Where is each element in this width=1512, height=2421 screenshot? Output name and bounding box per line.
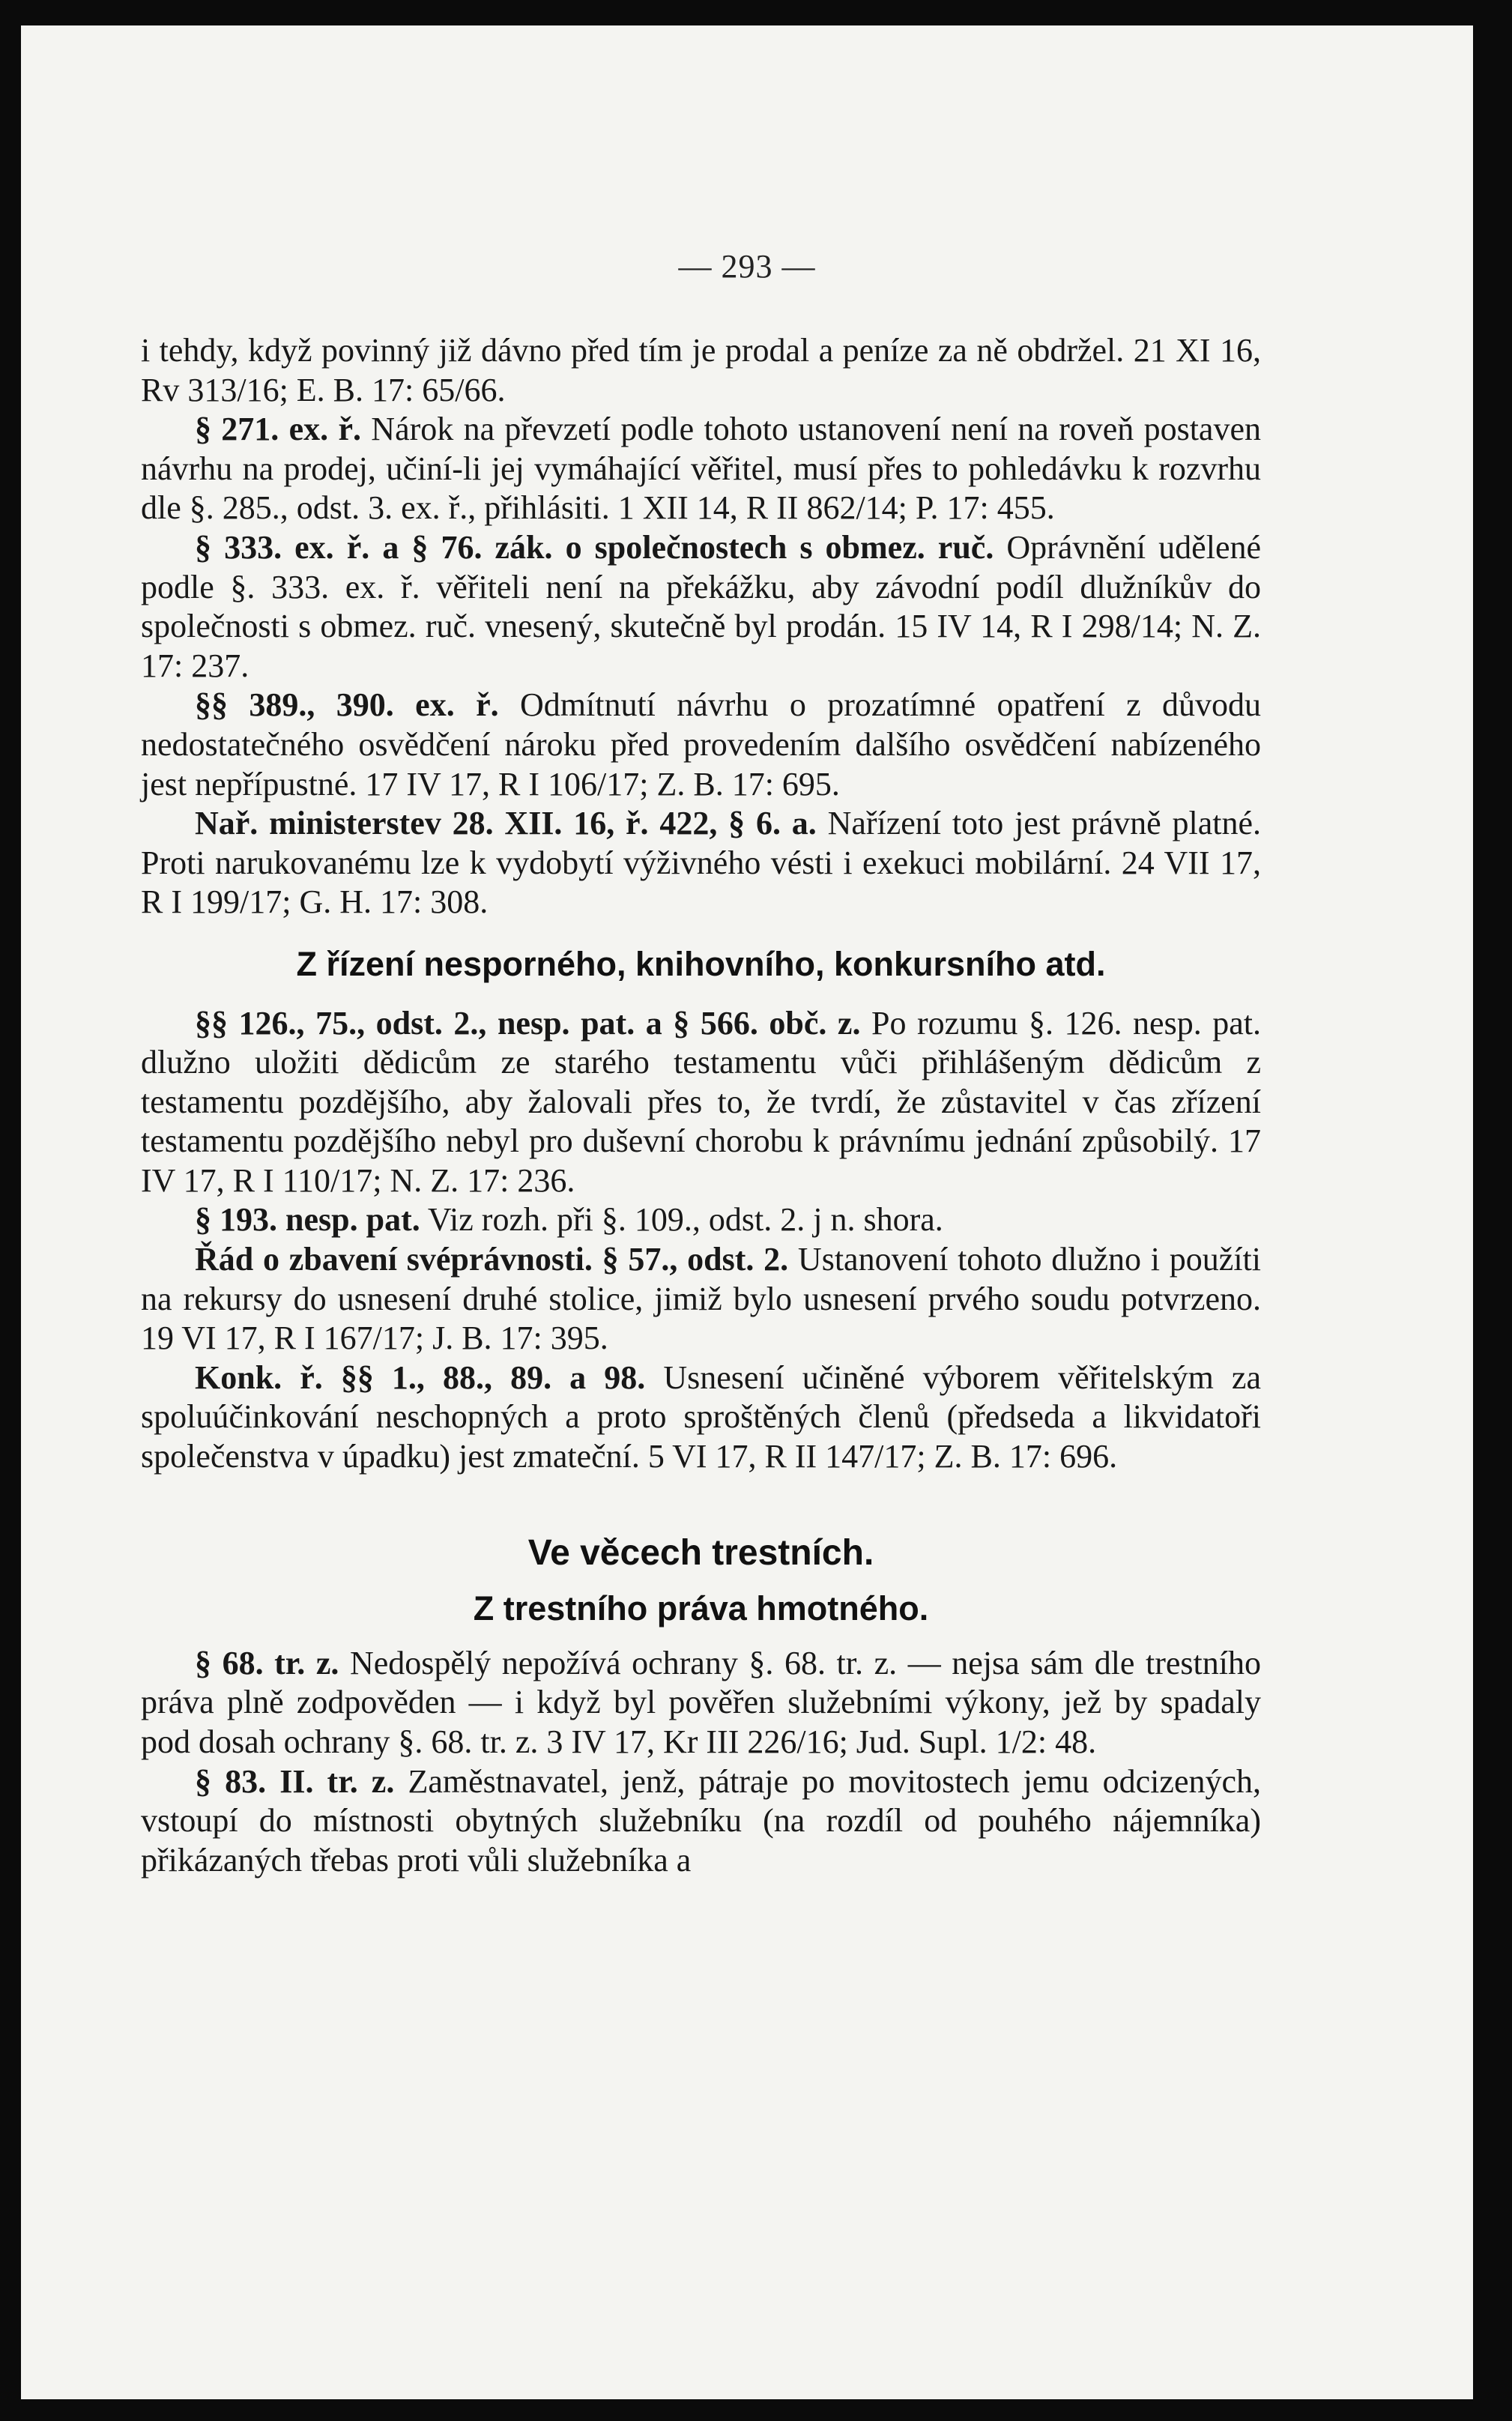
paragraph-rad-o-zbaveni <box>141 1240 1261 1358</box>
paragraph-text: Ustanovení tohoto dlužno i použíti na rekursy do usnesení druhé stolice, jimiž bylo usnesení prvého soudu potvrzeno. 19 VI 17, R I 167/17; J. B. 17: 395. <box>141 1241 1261 1357</box>
section-reference: §§ 389., 390. ex. ř. <box>195 686 499 724</box>
subsection-heading-hmotne: Z trestního práva hmotného. <box>473 1589 929 1628</box>
page-number: — 293 — <box>678 248 816 285</box>
paragraph-text: Nárok na převzetí podle tohoto ustanovení není na roveň postaven návrhu na prodej, učiní-li jej vymáhající věřitel, musí přes to pohledávku k rozvrhu dle §. 285., odst. 3. ex. ř., přihlásiti. 1 XII 14, R II 862/14; P. 17: 455. <box>141 411 1261 527</box>
paragraph-nar-ministerstev <box>141 804 1261 922</box>
paragraph-271-ex-r <box>141 410 1261 528</box>
paragraph-389-390-ex-r <box>141 686 1261 804</box>
paragraph-333-ex-r <box>141 528 1261 686</box>
paragraph-83-tr-z <box>141 1762 1261 1881</box>
paragraph-continuation: i tehdy, když povinný již dávno před tím je prodal a peníze za ně obdržel. 21 XI 16, Rv 313/16; E. B. 17: 65/66. <box>141 332 1261 408</box>
paragraph-text: Usnesení učiněné výborem věřitelským za spoluúčinkování neschopných a proto sproštěných členů (předseda a likvidatoři společenstva v úpadku) jest zmateční. 5 VI 17, R II 147/17; Z. B. 17: 696. <box>141 1358 1261 1475</box>
paragraph-text: Odmítnutí návrhu o prozatímné opatření z důvodu nedostatečného osvědčení nároku před provedením dalšího osvědčení nabízeného jest nepřípustné. 17 IV 17, R I 106/17; Z. B. 17: 695. <box>141 686 1261 803</box>
section-reference: Nař. ministerstev 28. XII. 16, ř. 422, § 6. a. <box>195 805 817 842</box>
section-heading-trestni: Ve věcech trestních. <box>527 1532 874 1573</box>
paragraph-text: Oprávnění udělené podle §. 333. ex. ř. věřiteli není na překážku, aby závodní podíl dlužníkův do společnosti s obmez. ruč. vnesený, skutečně byl prodán. 15 IV 14, R I 298/14; N. Z. 17: 237. <box>141 528 1261 684</box>
paragraph-text: Nedospělý nepožívá ochrany §. 68. tr. z. — nejsa sám dle trestního práva plně zodpověden — i když byl pověřen služebními výkony, jež by spadaly pod dosah ochrany §. 68. tr. z. 3 IV 17, Kr III 226/16; Jud. Supl. 1/2: 48. <box>141 1644 1262 1760</box>
section-reference: § 193. nesp. pat. <box>195 1201 420 1239</box>
paragraph-193-nesp-pat <box>141 1200 1261 1240</box>
section-reference: § 333. ex. ř. a § 76. zák. o společnostech s obmez. ruč. <box>195 528 994 566</box>
paragraph-68-tr-z <box>141 1644 1261 1762</box>
section-reference: Řád o zbavení svéprávnosti. § 57., odst. 2. <box>195 1241 789 1278</box>
page-body <box>141 331 1261 1880</box>
section-reference: §§ 126., 75., odst. 2., nesp. pat. a § 566. obč. z. <box>195 1004 861 1042</box>
paragraph-text: Nařízení toto jest právně platné. Proti narukovanému lze k vydobytí výživného vésti i exekuci mobilární. 24 VII 17, R I 199/17; G. H. 17: 308. <box>141 805 1261 921</box>
section-reference: § 68. tr. z. <box>195 1644 339 1681</box>
paragraph-konk-r <box>141 1358 1261 1477</box>
section-reference: § 271. ex. ř. <box>195 411 361 448</box>
section-reference: § 83. II. tr. z. <box>195 1762 395 1800</box>
paragraph-text: Zaměstnavatel, jenž, pátraje po movitostech jemu odcizených, vstoupí do místnosti obytných služebníku (na rozdíl od pouhého nájemníka) přikázaných třebas proti vůli služebníka a <box>141 1762 1261 1879</box>
paragraph-126-nesp-pat <box>141 1004 1261 1201</box>
paragraph-text: Po rozumu §. 126. nesp. pat. dlužno uložiti dědicům ze starého testamentu vůči přihlášeným dědicům z testamentu pozdějšího, aby žalovali přes to, že tvrdí, že zůstavitel v čas zřízení testamentu pozdějšího nebyl pro duševní chorobu k právnímu jednání způsobilý. 17 IV 17, R I 110/17; N. Z. 17: 236. <box>141 1004 1261 1199</box>
scanned-page <box>21 25 1473 2399</box>
section-reference: Konk. ř. §§ 1., 88., 89. a 98. <box>195 1358 646 1396</box>
paragraph-text: Viz rozh. při §. 109., odst. 2. j n. shora. <box>420 1201 943 1239</box>
section-heading-nesporne: Z řízení nesporného, knihovního, konkursního atd. <box>296 944 1106 983</box>
